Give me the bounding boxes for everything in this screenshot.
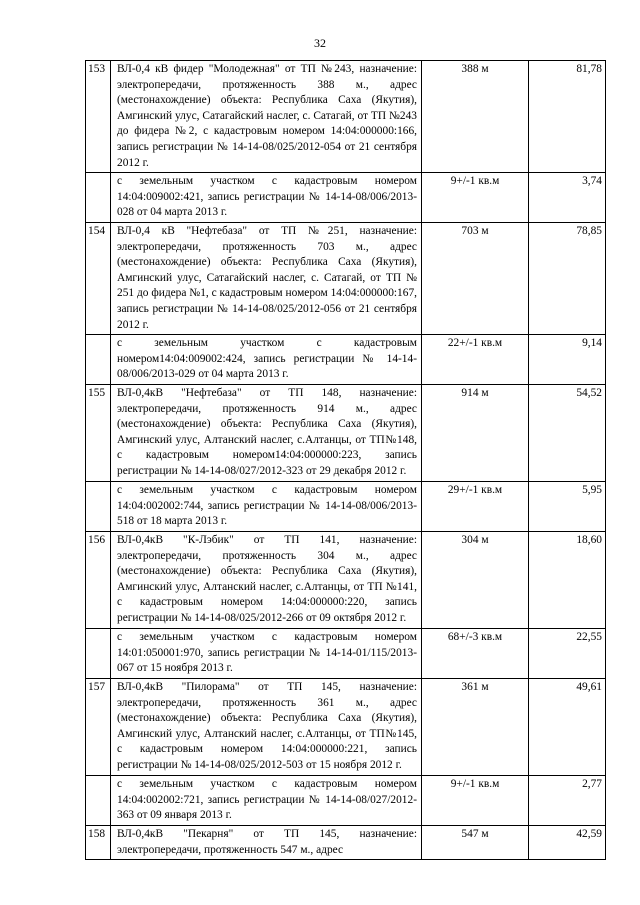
object-length: 914 м — [422, 385, 529, 482]
table-row-land — [86, 335, 606, 385]
land-cost: 5,95 — [529, 482, 606, 532]
row-number: 158 — [86, 826, 111, 860]
land-cost: 22,55 — [529, 629, 606, 679]
land-description: с земельным участком с кадастровым номером 14:04:002002:721, запись регистрации № 14-14-08/027/2012-363 от 09 января 2013 г. — [111, 776, 422, 826]
table-row-land — [86, 173, 606, 223]
table-row-land — [86, 629, 606, 679]
page-number: 32 — [314, 36, 326, 50]
object-length: 361 м — [422, 679, 529, 776]
land-description: с земельным участком с кадастровым номером 14:01:050001:970, запись регистрации № 14-14-01/115/2013-067 от 15 ноября 2013 г. — [111, 629, 422, 679]
land-description: с земельным участком с кадастровым номером 14:04:009002:421, запись регистрации № 14-14-08/006/2013-028 от 04 марта 2013 г. — [111, 173, 422, 223]
land-cost: 2,77 — [529, 776, 606, 826]
object-cost: 78,85 — [529, 222, 606, 334]
table-row — [86, 222, 606, 334]
table-row — [86, 385, 606, 482]
row-number-empty — [86, 776, 111, 826]
object-description: ВЛ-0,4 кВ фидер "Молодежная" от ТП №243, назначение: электропередачи, протяженность 388 м., адрес (местонахождение) объекта: Республика Саха (Якутия), Амгинский улус, Сатагайский наслег, с. Сатагай, от ТП №243 до фидера №2, с кадастровым номером 14:04:000000:166, запись регистрации № 14-14-08/025/2012-054 от 21 сентября 2012 г. — [111, 61, 422, 173]
object-length: 388 м — [422, 61, 529, 173]
table-row — [86, 826, 606, 860]
land-area: 9+/-1 кв.м — [422, 776, 529, 826]
land-area: 9+/-1 кв.м — [422, 173, 529, 223]
row-number-empty — [86, 629, 111, 679]
object-description: ВЛ-0,4кВ "Нефтебаза" от ТП 148, назначение: электропередачи, протяженность 914 м., адрес (местонахождение) объекта: Республика Саха (Якутия), Амгинский улус, Алтанский наслег, с.Алтанцы, от ТП№148, с кадастровым номером14:04:000000:223, запись регистрации № 14-14-08/027/2012-323 от 29 декабря 2012 г. — [111, 385, 422, 482]
land-area: 29+/-1 кв.м — [422, 482, 529, 532]
land-area: 22+/-1 кв.м — [422, 335, 529, 385]
object-cost: 49,61 — [529, 679, 606, 776]
object-length: 304 м — [422, 532, 529, 629]
row-number-empty — [86, 482, 111, 532]
row-number: 153 — [86, 61, 111, 173]
object-cost: 81,78 — [529, 61, 606, 173]
object-description: ВЛ-0,4кВ "К-Лэбик" от ТП 141, назначение: электропередачи, протяженность 304 м., адрес (местонахождение) объекта: Республика Саха (Якутия), Амгинский улус, Алтанский наслег, с.Алтанцы, от ТП №141, с кадастровым номером 14:04:000000:220, запись регистрации № 14-14-08/025/2012-266 от 09 октября 2012 г. — [111, 532, 422, 629]
land-cost: 9,14 — [529, 335, 606, 385]
object-description: ВЛ-0,4 кВ "Нефтебаза" от ТП №251, назначение: электропередачи, протяженность 703 м., адрес (местонахождение) объекта: Республика Саха (Якутия), Амгинский улус, Сатагайский наслег, с. Сатагай, от ТП № 251 до фидера №1, с кадастровым номером 14:04:000000:167, запись регистрации № 14-14-08/025/2012-056 от 21 сентября 2012 г. — [111, 222, 422, 334]
land-description: с земельным участком с кадастровым номером 14:04:002002:744, запись регистрации № 14-14-08/006/2013-518 от 18 марта 2013 г. — [111, 482, 422, 532]
row-number-empty — [86, 335, 111, 385]
land-cost: 3,74 — [529, 173, 606, 223]
object-cost: 18,60 — [529, 532, 606, 629]
row-number: 157 — [86, 679, 111, 776]
land-description: с земельным участком с кадастровым номером14:04:009002:424, запись регистрации № 14-14-08/006/2013-029 от 04 марта 2013 г. — [111, 335, 422, 385]
row-number: 155 — [86, 385, 111, 482]
object-description: ВЛ-0,4кВ "Пекарня" от ТП 145, назначение: электропередачи, протяженность 547 м., адрес — [111, 826, 422, 860]
table-row-land — [86, 482, 606, 532]
table-row — [86, 532, 606, 629]
object-cost: 42,59 — [529, 826, 606, 860]
table-row-land — [86, 776, 606, 826]
land-area: 68+/-3 кв.м — [422, 629, 529, 679]
property-registry-table — [85, 60, 606, 860]
object-cost: 54,52 — [529, 385, 606, 482]
row-number: 156 — [86, 532, 111, 629]
object-description: ВЛ-0,4кВ "Пилорама" от ТП 145, назначение: электропередачи, протяженность 361 м., адрес (местонахождение) объекта: Республика Саха (Якутия), Амгинский улус, Алтанский наслег, с.Алтанцы, от ТП№145, с кадастровым номером 14:04:000000:221, запись регистрации № 14-14-08/025/2012-503 от 15 ноября 2012 г. — [111, 679, 422, 776]
row-number: 154 — [86, 222, 111, 334]
object-length: 703 м — [422, 222, 529, 334]
object-length: 547 м — [422, 826, 529, 860]
row-number-empty — [86, 173, 111, 223]
table-row — [86, 679, 606, 776]
table-row — [86, 61, 606, 173]
